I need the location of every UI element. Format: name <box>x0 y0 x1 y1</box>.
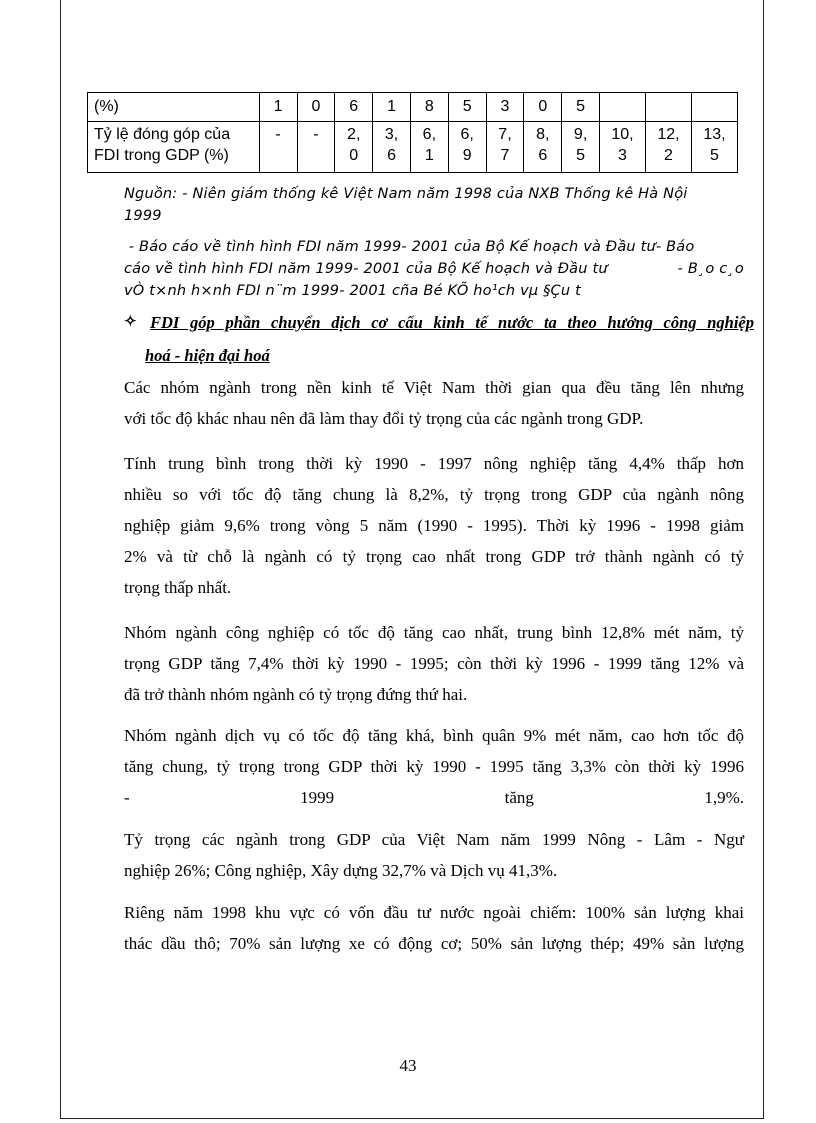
paragraph-line: nghiệp giảm 9,6% trong vòng 5 năm (1990 - 1995). Thời kỳ 1996 - 1998 giảm <box>124 516 744 535</box>
table-cell <box>335 122 373 173</box>
table-cell <box>691 93 737 122</box>
table-cell <box>645 93 691 122</box>
cell-top: 7, <box>498 126 512 143</box>
diamond-bullet-icon: ✧ <box>124 314 137 330</box>
row-label-line: Tỷ lệ đóng góp của <box>94 126 231 143</box>
cell-bottom: 9 <box>462 147 472 164</box>
table-cell <box>410 122 448 173</box>
source-line-part: - B¸o c¸o <box>677 261 744 277</box>
table-cell <box>691 122 737 173</box>
paragraph-line: Nhóm ngành dịch vụ có tốc độ tăng khá, bình quân 9% mét năm, cao hơn tốc độ <box>124 726 744 745</box>
cell-top: 3, <box>384 126 399 143</box>
table-cell <box>448 122 486 173</box>
paragraph <box>124 372 744 434</box>
table-cell: 5 <box>562 93 600 122</box>
cell-top: 8, <box>536 126 550 143</box>
cell-top: 13, <box>703 126 726 143</box>
section-heading <box>124 306 754 372</box>
table-cell: 8 <box>410 93 448 122</box>
table-cell: 5 <box>448 93 486 122</box>
table-cell: 1 <box>259 93 297 122</box>
paragraph-line: trọng thấp nhất. <box>124 578 232 597</box>
cell-bottom: 1 <box>424 147 434 164</box>
row-label <box>88 122 260 173</box>
paragraph-line: Nhóm ngành công nghiệp có tốc độ tăng cao nhất, trung bình 12,8% mét năm, tỷ <box>124 623 744 642</box>
table-cell: 0 <box>297 93 335 122</box>
table-cell: 0 <box>524 93 562 122</box>
source-line: Nguồn: - Niên giám thống kê Việt Nam năm 1998 của NXB Thống kê Hà Nội <box>124 186 688 202</box>
cell-bottom: 7 <box>500 147 510 164</box>
paragraph <box>124 897 744 959</box>
paragraph-line: nghiệp 26%; Công nghiệp, Xây dựng 32,7% và Dịch vụ 41,3%. <box>124 861 558 880</box>
table-cell <box>486 122 524 173</box>
cell-top: 6, <box>422 126 437 143</box>
cell-top: 12, <box>657 126 680 143</box>
heading-line: hoá - hiện đại hoá <box>145 346 270 365</box>
paragraph-line: Tính trung bình trong thời kỳ 1990 - 1997 nông nghiệp tăng 4,4% thấp hơn <box>124 454 744 473</box>
paragraph-line: Tỷ trọng các ngành trong GDP của Việt Nam năm 1999 Nông - Lâm - Ngư <box>124 830 744 849</box>
source-line: - Báo cáo về tình hình FDI năm 1999- 2001 của Bộ Kế hoạch và Đầu tư- Báo <box>124 239 695 255</box>
paragraph-line: tăng chung, tỷ trọng trong GDP thời kỳ 1990 - 1995 tăng 3,3% còn thời kỳ 1996 <box>124 757 744 776</box>
paragraph <box>124 448 744 603</box>
cell-top: 2, <box>347 126 361 143</box>
source-line <box>124 258 744 280</box>
paragraph <box>124 617 744 710</box>
source-note-2 <box>124 236 744 302</box>
table-row <box>88 122 738 173</box>
cell-top: - <box>275 126 281 143</box>
table-cell <box>645 122 691 173</box>
paragraph-line: thác dầu thô; 70% sản lượng xe có động cơ; 50% sản lượng thép; 49% sản lượng <box>124 934 744 953</box>
cell-bottom: 3 <box>618 147 627 164</box>
table-cell <box>600 93 646 122</box>
row-label: (%) <box>88 93 260 122</box>
table-cell <box>297 122 335 173</box>
table-row <box>88 93 738 122</box>
cell-bottom: 0 <box>349 147 359 164</box>
cell-top: - <box>313 126 319 143</box>
paragraph-line: đã trở thành nhóm ngành có tỷ trọng đứng thứ hai. <box>124 685 468 704</box>
table-cell: 3 <box>486 93 524 122</box>
page-number: 43 <box>399 1056 417 1075</box>
cell-bottom: 6 <box>538 147 548 164</box>
cell-top: 9, <box>573 126 588 143</box>
heading-line: FDI góp phần chuyển dịch cơ cấu kinh tế nước ta theo hướng công nghiệp <box>150 313 754 332</box>
paragraph-line: nhiều so với tốc độ tăng chung là 8,2%, tỷ trọng trong GDP của ngành nông <box>124 485 744 504</box>
paragraph <box>124 824 744 886</box>
paragraph-line: Riêng năm 1998 khu vực có vốn đầu tư nước ngoài chiếm: 100% sản lượng khai <box>124 903 744 922</box>
cell-top: 6, <box>460 126 474 143</box>
table-cell: 1 <box>373 93 411 122</box>
cell-bottom: 2 <box>664 147 673 164</box>
table-cell <box>600 122 646 173</box>
row-label-line: FDI trong GDP (%) <box>94 147 229 164</box>
source-line-part: cáo về tình hình FDI năm 1999- 2001 của Bộ Kế hoạch và Đầu tư <box>124 261 608 277</box>
cell-bottom: 5 <box>710 147 719 164</box>
paragraph-line: Các nhóm ngành trong nền kinh tế Việt Nam thời gian qua đều tăng lên nhưng <box>124 378 744 397</box>
fdi-table <box>87 92 738 173</box>
source-line: vÒ t×nh h×nh FDI n¨m 1999- 2001 cña Bé KÕ ho¹ch vµ §Çu t <box>124 283 581 299</box>
paragraph-line: 2% và từ chỗ là ngành có tỷ trọng cao nhất trong GDP trở thành ngành có tỷ <box>124 547 744 566</box>
cell-bottom: 5 <box>576 147 586 164</box>
source-line: 1999 <box>124 208 162 224</box>
table-cell: 6 <box>335 93 373 122</box>
source-note <box>124 183 744 227</box>
paragraph <box>124 720 744 813</box>
table-cell <box>524 122 562 173</box>
cell-bottom: 6 <box>387 147 396 164</box>
paragraph-line: trọng GDP tăng 7,4% thời kỳ 1990 - 1995; còn thời kỳ 1996 - 1999 tăng 12% và <box>124 654 744 673</box>
paragraph-line: - 1999 tăng 1,9%. <box>124 788 744 807</box>
table-cell <box>562 122 600 173</box>
table-cell <box>259 122 297 173</box>
cell-top: 10, <box>611 126 634 143</box>
table-cell <box>373 122 411 173</box>
paragraph-line: với tốc độ khác nhau nên đã làm thay đổi tỷ trọng của các ngành trong GDP. <box>124 409 644 428</box>
